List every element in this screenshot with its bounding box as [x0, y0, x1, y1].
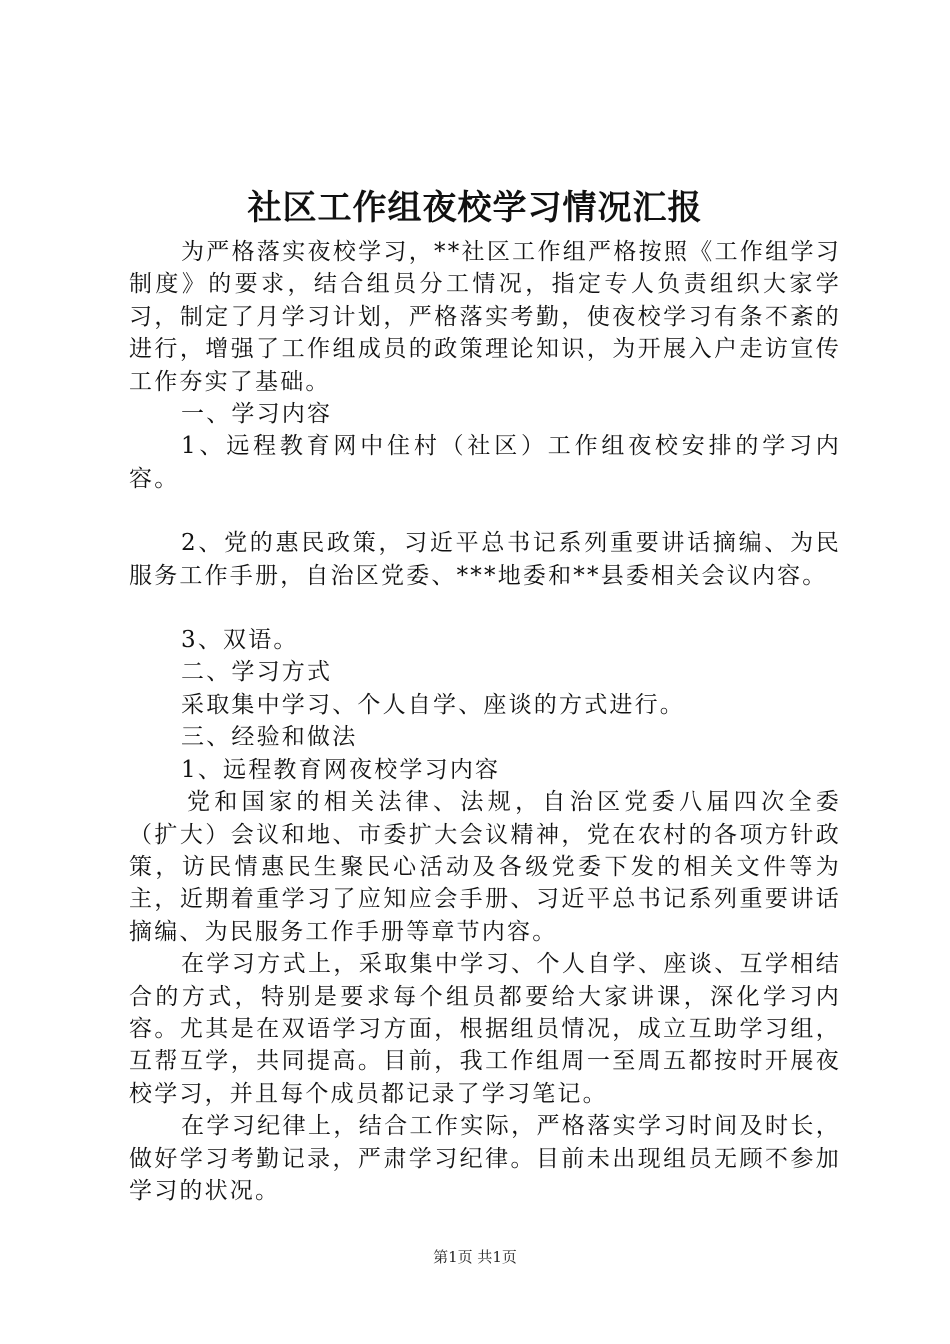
section-heading-content: 一、学习内容 [181, 401, 333, 428]
section-heading-experience: 三、经验和做法 [181, 724, 358, 751]
section-heading-method: 二、学习方式 [181, 659, 333, 686]
experience-item-1: 1、远程教育网夜校学习内容 [181, 756, 501, 783]
content-item-2: 2、党的惠民政策，习近平总书记系列重要讲话摘编、为民服务工作手册，自治区党委、***地委和**县委相关会议内容。 [129, 530, 841, 589]
intro-paragraph: 为严格落实夜校学习，**社区工作组严格按照《工作组学习制度》的要求，结合组员分工情况，指定专人负责组织大家学习，制定了月学习计划，严格落实考勤，使夜校学习有条不紊的进行，增强了工作组成员的政策理论知识，为开展入户走访宣传工作夯实了基础。 [129, 239, 841, 395]
content-item-3: 3、双语。 [181, 627, 299, 654]
experience-paragraph-3: 在学习纪律上，结合工作实际，严格落实学习时间及时长，做好学习考勤记录，严肃学习纪律。目前未出现组员无顾不参加学习的状况。 [129, 1113, 841, 1204]
experience-paragraph-1: 党和国家的相关法律、法规，自治区党委八届四次全委（扩大）会议和地、市委扩大会议精神，党在农村的各项方针政策，访民情惠民生聚民心活动及各级党委下发的相关文件等为主，近期着重学习了应知应会手册、习近平总书记系列重要讲话摘编、为民服务工作手册等章节内容。 [129, 789, 841, 945]
method-paragraph: 采取集中学习、个人自学、座谈的方式进行。 [181, 691, 685, 718]
document-body [129, 236, 841, 1207]
content-item-1: 1、远程教育网中住村（社区）工作组夜校安排的学习内容。 [129, 433, 841, 492]
page-footer: 第1页 共1页 [433, 1248, 517, 1266]
document-title: 社区工作组夜校学习情况汇报 [247, 188, 703, 228]
experience-paragraph-2: 在学习方式上，采取集中学习、个人自学、座谈、互学相结合的方式，特别是要求每个组员都要给大家讲课，深化学习内容。尤其是在双语学习方面，根据组员情况，成立互助学习组，互帮互学，共同提高。目前，我工作组周一至周五都按时开展夜校学习，并且每个成员都记录了学习笔记。 [129, 951, 841, 1107]
